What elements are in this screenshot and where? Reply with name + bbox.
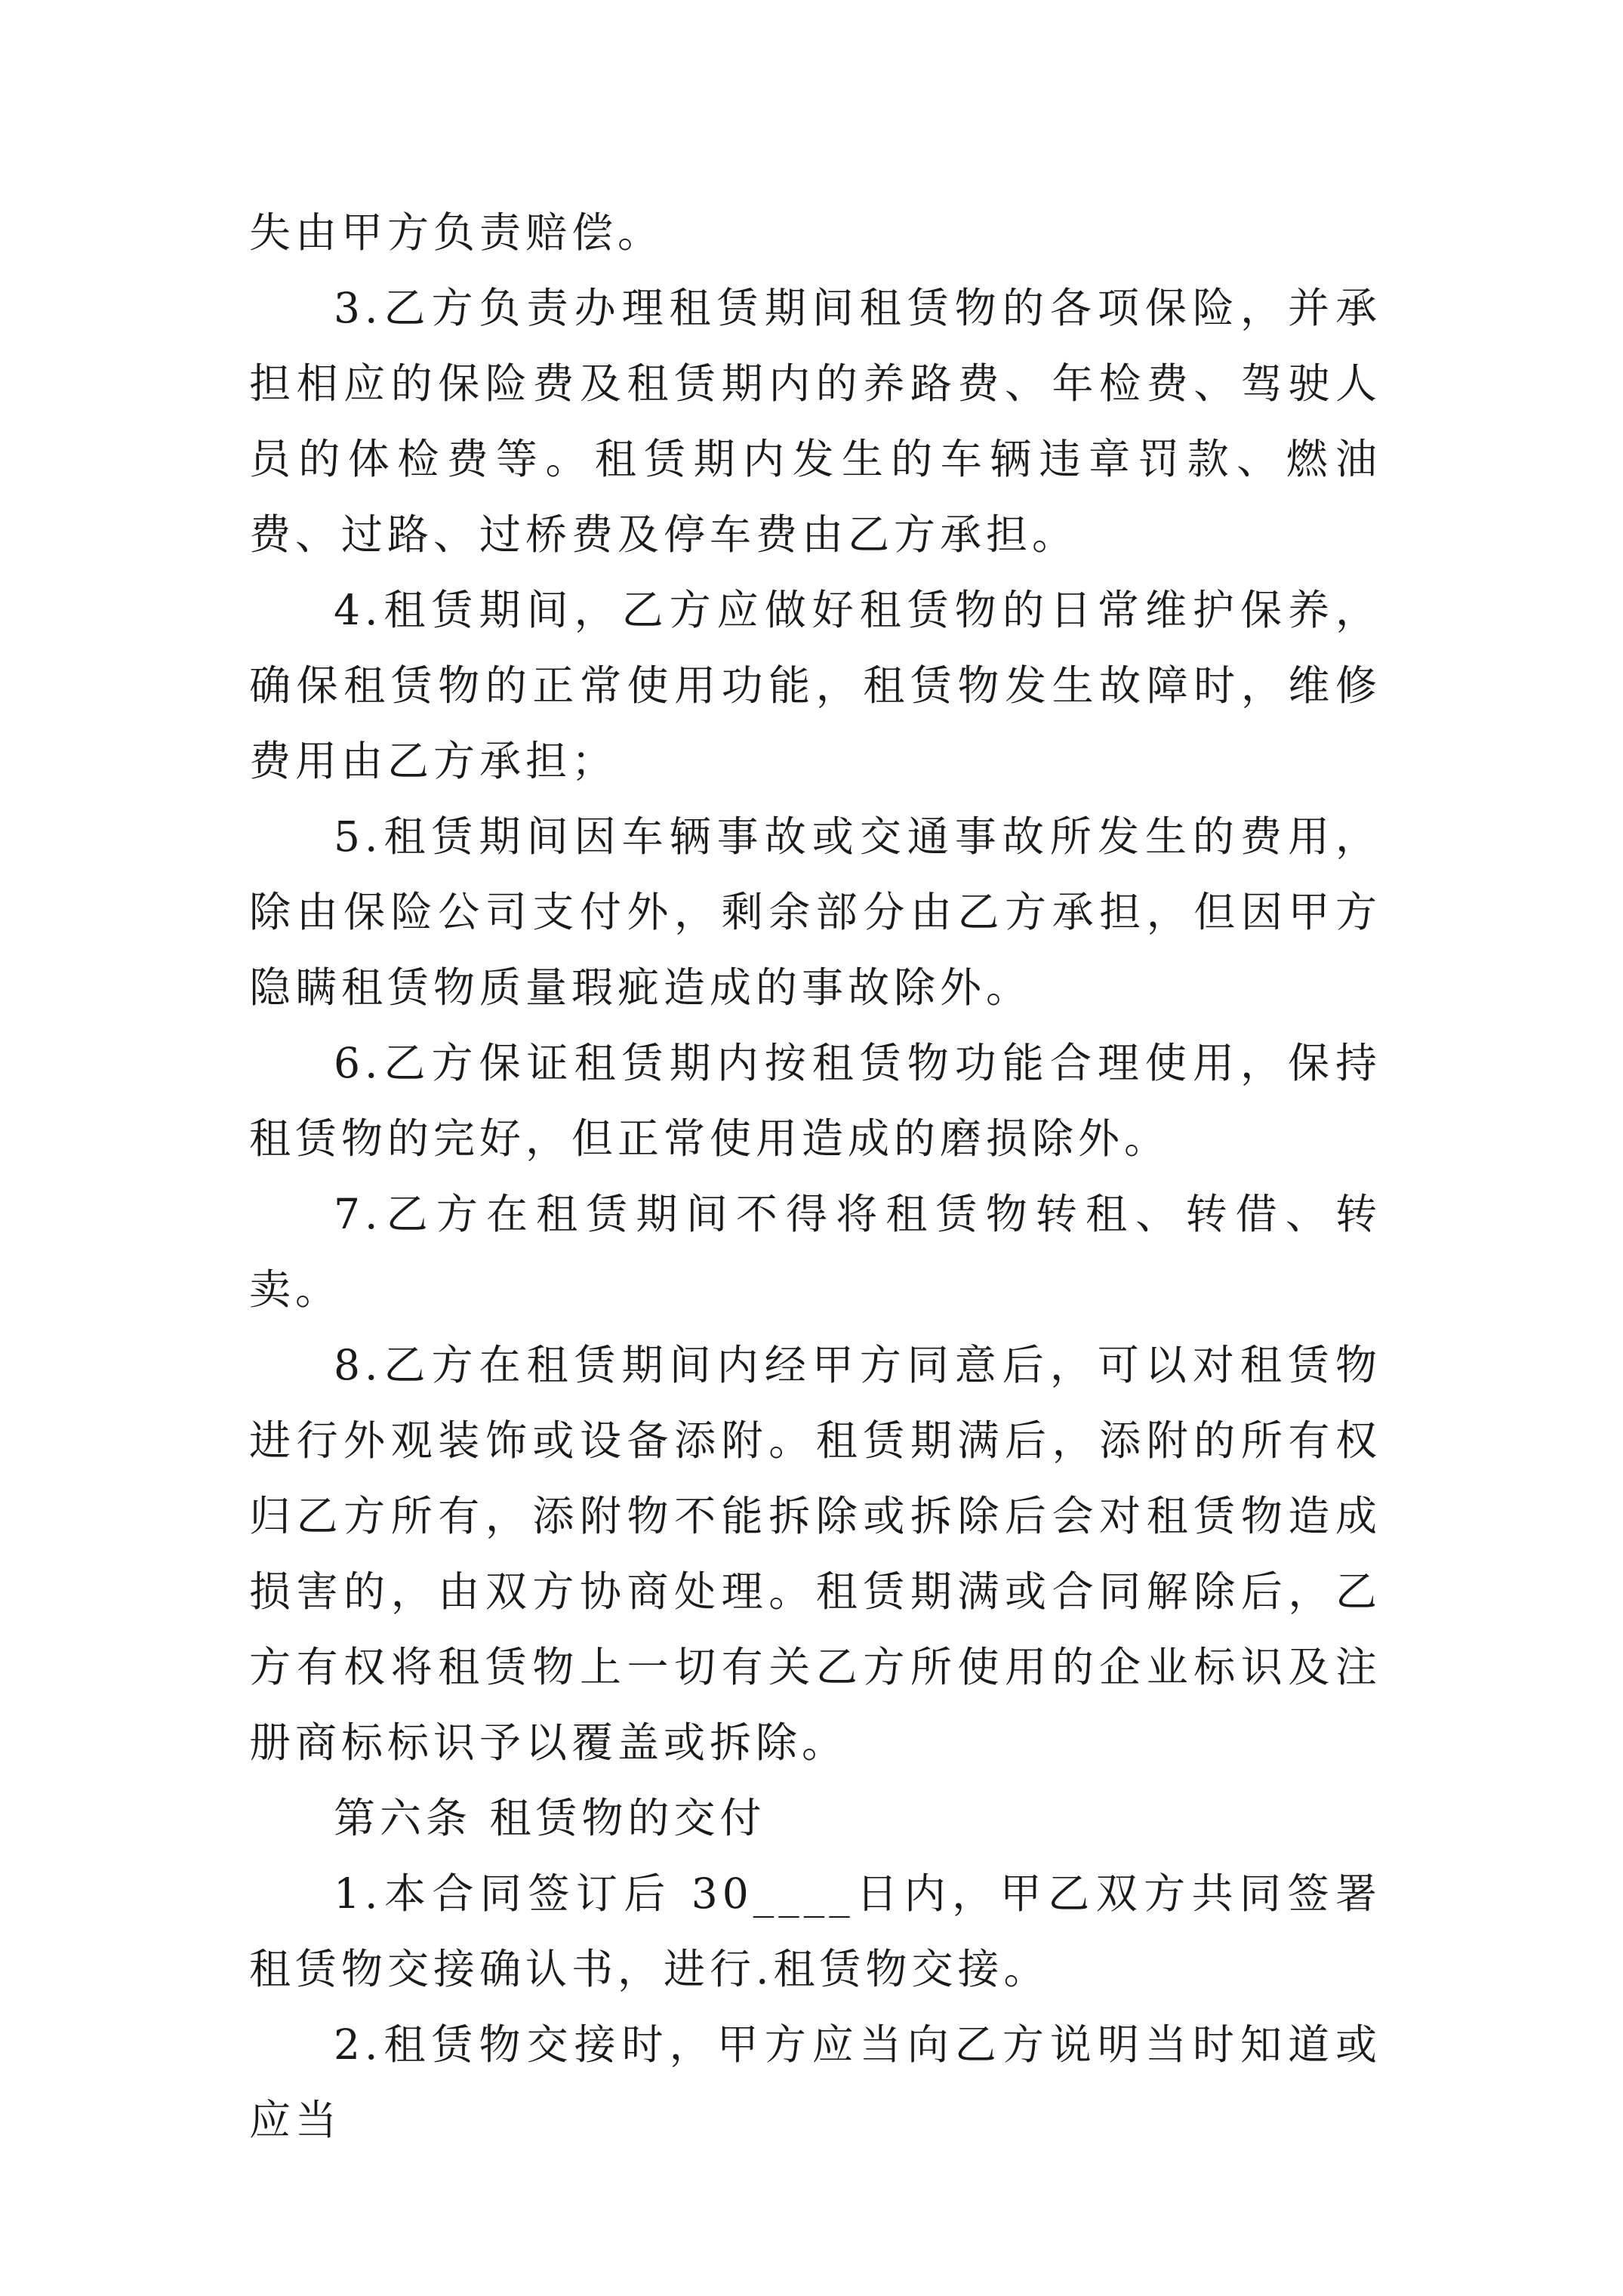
document-body [249,195,1381,2158]
paragraph-delivery-1: 1.本合同签订后 30____日内，甲乙双方共同签署租赁物交接确认书，进行.租赁物交接。 [249,1869,1381,1993]
paragraph-clause-6: 6.乙方保证租赁期内按租赁物功能合理使用，保持租赁物的完好，但正常使用造成的磨损除外。 [249,1039,1381,1163]
paragraph-clause-3: 3.乙方负责办理租赁期间租赁物的各项保险，并承担相应的保险费及租赁期内的养路费、年检费、驾驶人员的体检费等。租赁期内发生的车辆违章罚款、燃油费、过路、过桥费及停车费由乙方承担。 [249,284,1381,559]
paragraph-clause-5: 5.租赁期间因车辆事故或交通事故所发生的费用，除由保险公司支付外，剩余部分由乙方承担，但因甲方隐瞒租赁物质量瑕疵造成的事故除外。 [249,812,1381,1012]
paragraph-clause-7: 7.乙方在租赁期间不得将租赁物转租、转借、转卖。 [249,1190,1381,1314]
paragraph-delivery-2: 2.租赁物交接时，甲方应当向乙方说明当时知道或应当 [249,2020,1381,2144]
paragraph-continuation: 失由甲方负责赔偿。 [249,208,664,257]
paragraph-clause-8: 8.乙方在租赁期间内经甲方同意后，可以对租赁物进行外观装饰或设备添附。租赁期满后，添附的所有权归乙方所有，添附物不能拆除或拆除后会对租赁物造成损害的，由双方协商处理。租赁期满或合同解除后，乙方有权将租赁物上一切有关乙方所使用的企业标识及注册商标标识予以覆盖或拆除。 [249,1341,1381,1767]
section-heading-article-6: 第六条 租赁物的交付 [334,1794,766,1842]
paragraph-clause-4: 4.租赁期间，乙方应做好租赁物的日常维护保养，确保租赁物的正常使用功能，租赁物发生故障时，维修费用由乙方承担； [249,586,1381,785]
